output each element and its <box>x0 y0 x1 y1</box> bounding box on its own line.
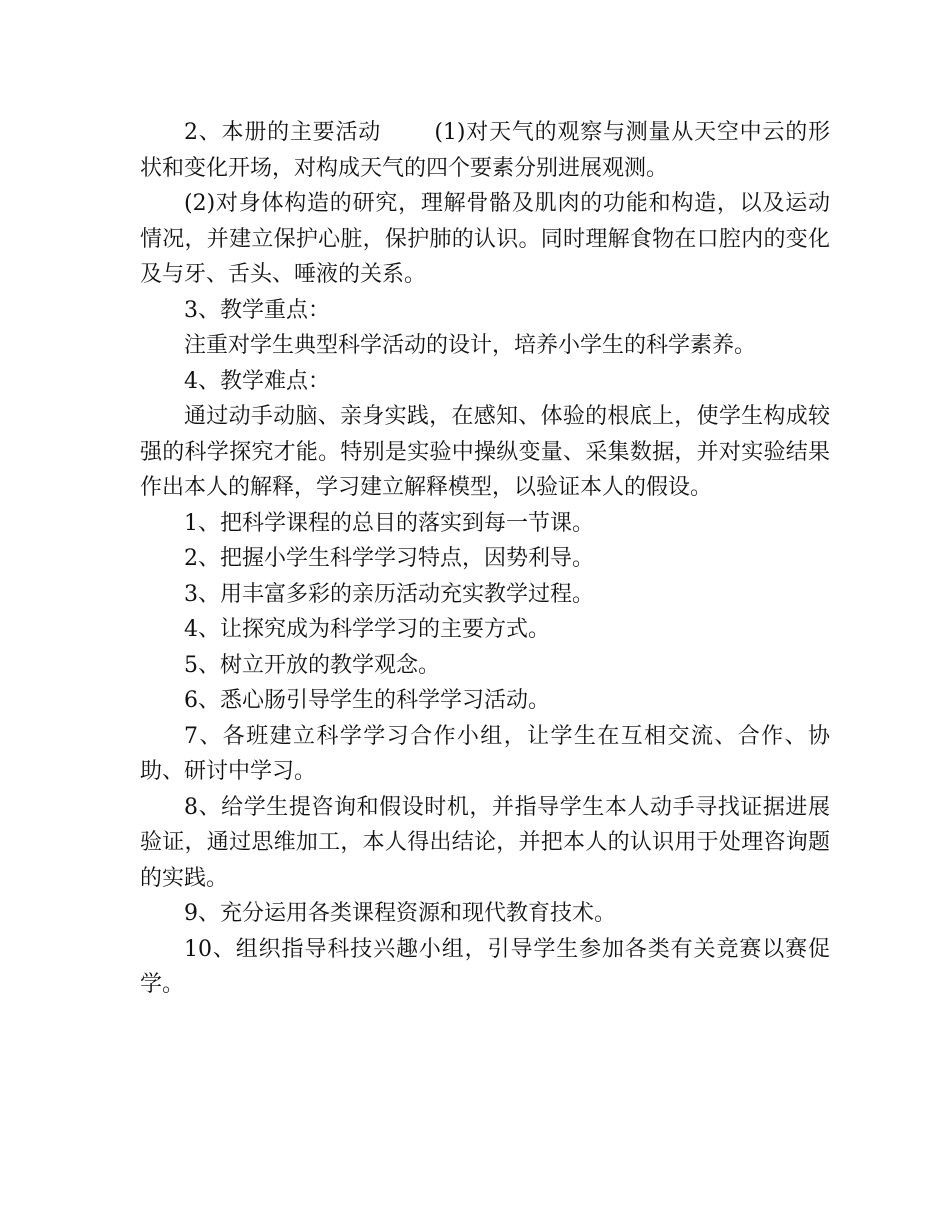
document-page <box>140 115 830 1003</box>
list-item-9: 9、充分运用各类课程资源和现代教育技术。 <box>184 901 616 926</box>
list-item-5: 5、树立开放的教学观念。 <box>184 652 440 678</box>
paragraph-activities-body: (2)对身体构造的研究，理解骨骼及肌肉的功能和构造，以及运动情况，并建立保护心脏，保护肺的认识。同时理解食物在口腔内的变化及与牙、舌头、唾液的关系。 <box>140 191 830 287</box>
list-item-10: 10、组织指导科技兴趣小组，引导学生参加各类有关竞赛以赛促学。 <box>140 936 830 997</box>
paragraph-teaching-focus: 注重对学生典型科学活动的设计，培养小学生的科学素养。 <box>184 333 757 358</box>
list-item-6: 6、悉心肠引导学生的科学学习活动。 <box>184 688 550 713</box>
list-item-2: 2、把握小学生科学学习特点，因势利导。 <box>184 546 594 571</box>
list-item-3: 3、用丰富多彩的亲历活动充实教学过程。 <box>184 581 594 607</box>
paragraph-activities-weather: 2、本册的主要活动 (1)对天气的观察与测量从天空中云的形状和变化开场，对构成天气的四个要素分别进展观测。 <box>140 120 830 181</box>
list-item-8: 8、给学生提咨询和假设时机，并指导学生本人动手寻找证据进展验证，通过思维加工，本人得出结论，并把本人的认识用于处理咨询题的实践。 <box>140 794 830 891</box>
list-item-4: 4、让探究成为科学学习的主要方式。 <box>184 617 550 642</box>
heading-teaching-focus: 3、教学重点： <box>184 297 330 323</box>
list-item-7: 7、各班建立科学学习合作小组，让学生在互相交流、合作、协助、研讨中学习。 <box>140 723 830 784</box>
list-item-1: 1、把科学课程的总目的落实到每一节课。 <box>184 510 594 536</box>
heading-teaching-difficulty: 4、教学难点： <box>184 368 330 394</box>
paragraph-teaching-difficulty: 通过动手动脑、亲身实践，在感知、体验的根底上，使学生构成较强的科学探究才能。特别是实验中操纵变量、采集数据，并对实验结果作出本人的解释，学习建立解释模型，以验证本人的假设。 <box>140 404 830 500</box>
